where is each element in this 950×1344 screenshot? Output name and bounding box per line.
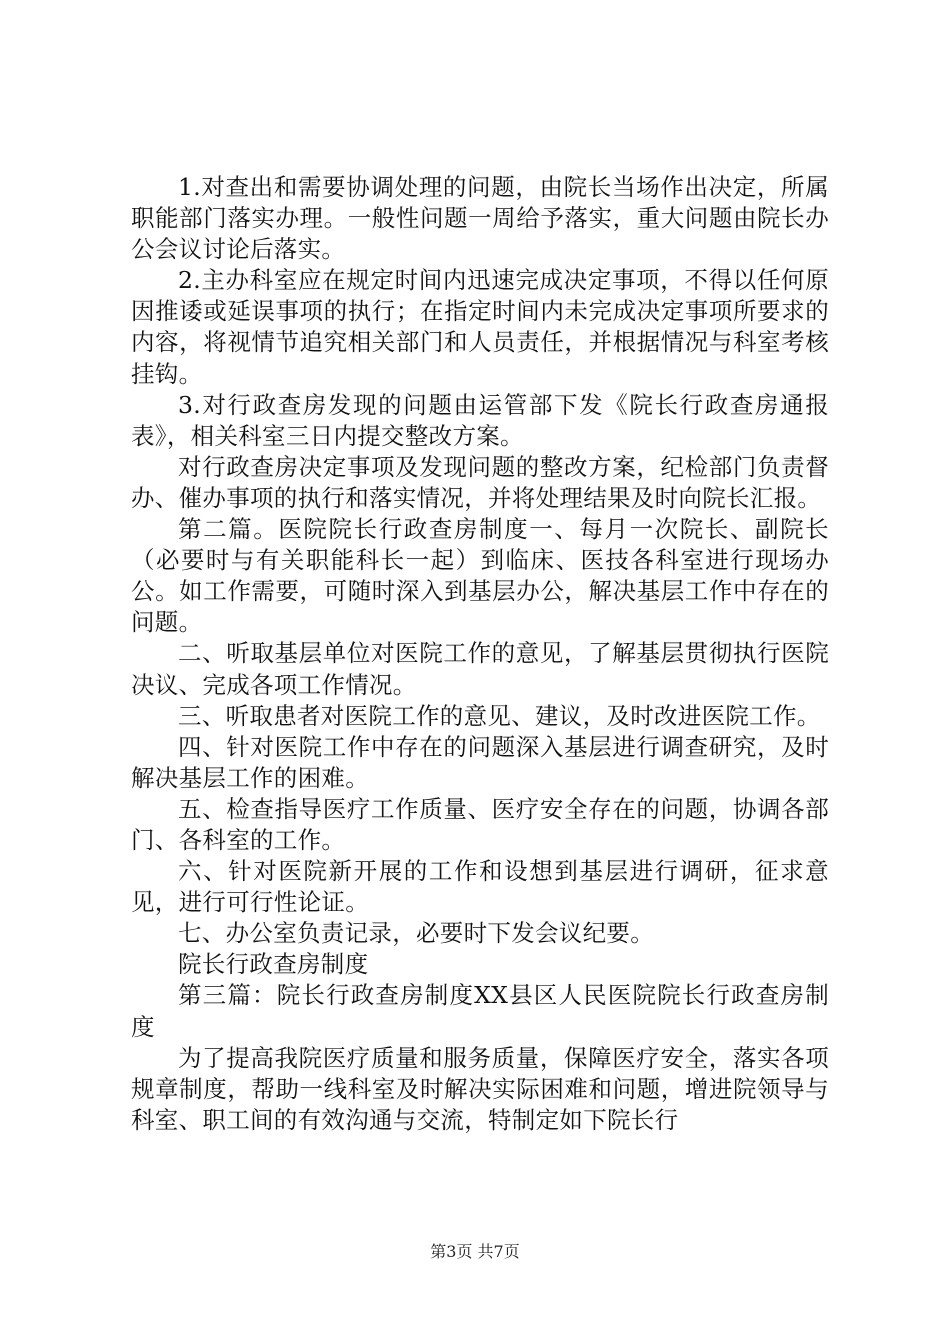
paragraph-supervision: 对行政查房决定事项及发现问题的整改方案，纪检部门负责督办、催办事项的执行和落实情况，并将处理结果及时向院长汇报。 (131, 452, 829, 512)
paragraph-item-3: 3.对行政查房发现的问题由运管部下发《院长行政查房通报表》，相关科室三日内提交整改方案。 (131, 390, 829, 450)
paragraph-item-1: 1.对查出和需要协调处理的问题，由院长当场作出决定，所属职能部门落实办理。一般性问题一周给予落实，重大问题由院长办公会议讨论后落实。 (131, 173, 829, 264)
paragraph-chapter-two: 第二篇。医院院长行政查房制度一、每月一次院长、副院长（必要时与有关职能科长一起）到临床、医技各科室进行现场办公。如工作需要，可随时深入到基层办公，解决基层工作中存在的问题。 (131, 515, 829, 637)
section-title: 院长行政查房制度 (178, 950, 369, 979)
paragraph-three: 三、听取患者对医院工作的意见、建议，及时改进医院工作。 (178, 701, 821, 730)
paragraph-two: 二、听取基层单位对医院工作的意见，了解基层贯彻执行医院决议、完成各项工作情况。 (131, 639, 829, 699)
page-footer (0, 1242, 950, 1262)
paragraph-item-2: 2.主办科室应在规定时间内迅速完成决定事项，不得以任何原因推诿或延误事项的执行；在指定时间内未完成决定事项所要求的内容，将视情节追究相关部门和人员责任，并根据情况与科室考核挂钩。 (131, 266, 829, 388)
paragraph-chapter-three: 第三篇：院长行政查房制度XX县区人民医院院长行政查房制度 (131, 981, 829, 1041)
paragraph-seven: 七、办公室负责记录，必要时下发会议纪要。 (178, 919, 654, 948)
paragraph-five: 五、检查指导医疗工作质量、医疗安全存在的问题，协调各部门、各科室的工作。 (131, 794, 829, 854)
page-number-label: 第3页 共7页 (430, 1242, 520, 1261)
document-body (131, 172, 829, 1136)
paragraph-intro: 为了提高我院医疗质量和服务质量，保障医疗安全，落实各项规章制度，帮助一线科室及时解决实际困难和问题，增进院领导与科室、职工间的有效沟通与交流，特制定如下院长行 (131, 1043, 829, 1134)
paragraph-four: 四、针对医院工作中存在的问题深入基层进行调查研究，及时解决基层工作的困难。 (131, 732, 829, 792)
paragraph-six: 六、针对医院新开展的工作和设想到基层进行调研，征求意见，进行可行性论证。 (131, 857, 829, 917)
